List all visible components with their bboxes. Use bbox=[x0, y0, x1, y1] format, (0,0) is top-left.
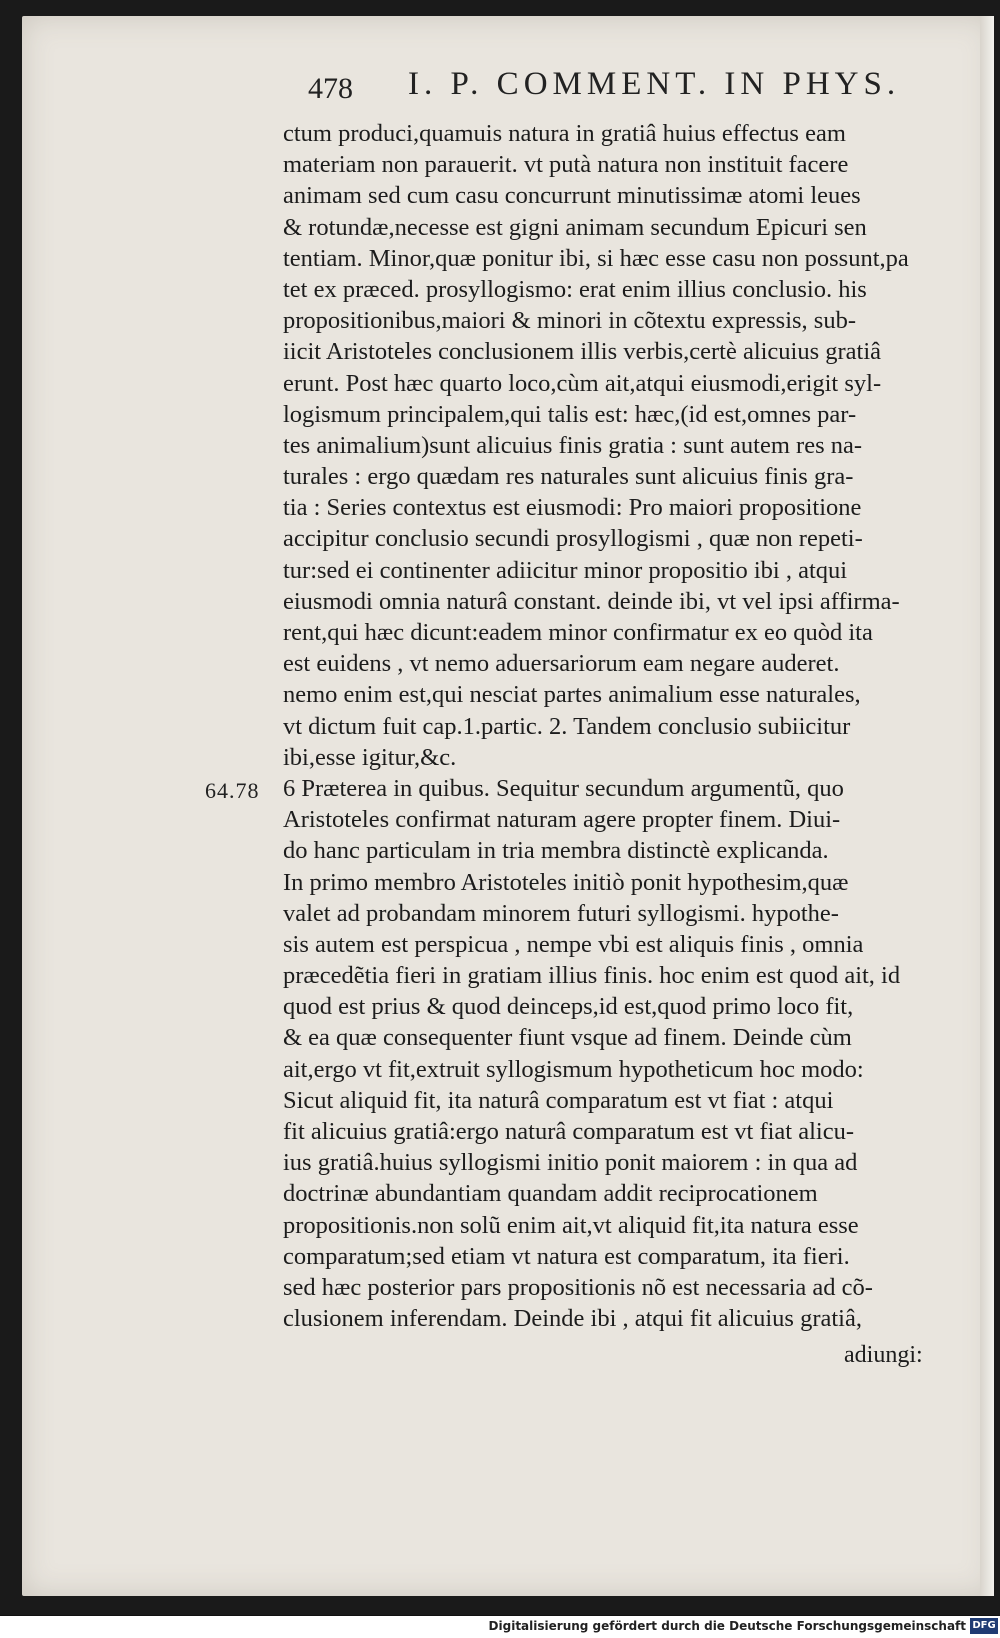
text-line: præcedẽtia fieri in gratiam illius finis. hoc enim est quod ait, id bbox=[283, 962, 901, 990]
margin-reference: 64.78 bbox=[205, 778, 260, 803]
text-line: fit alicuius gratiâ:ergo naturâ comparatum est vt fiat alicu- bbox=[283, 1118, 855, 1145]
text-line: do hanc particulam in tria membra distinctè explicanda. bbox=[283, 837, 829, 865]
text-line: valet ad probandam minorem futuri syllogismi. hypothe- bbox=[283, 899, 839, 927]
text-line: propositionibus,maiori & minori in cõtextu expressis, sub- bbox=[283, 307, 856, 335]
text-line: tet ex præced. prosyllogismo: erat enim illius conclusio. his bbox=[283, 275, 867, 303]
text-line: 6 Præterea in quibus. Sequitur secundum argumentũ, quo bbox=[283, 774, 844, 802]
dfg-logo: DFG bbox=[970, 1618, 998, 1634]
text-line: ius gratiâ.huius syllogismi initio ponit maiorem : in qua ad bbox=[283, 1149, 858, 1177]
text-line: logismum principalem,qui talis est: hæc,(id est,omnes par- bbox=[283, 400, 857, 428]
text-line: sis autem est perspicua , nempe vbi est aliquis finis , omnia bbox=[283, 930, 864, 958]
body-text bbox=[283, 118, 969, 1334]
page-edge bbox=[980, 16, 994, 1596]
text-line: Aristoteles confirmat naturam agere propter finem. Diui- bbox=[283, 806, 841, 834]
text-line: iicit Aristoteles conclusionem illis verbis,certè alicuius gratiâ bbox=[283, 338, 882, 366]
text-line: doctrinæ abundantiam quandam addit reciprocationem bbox=[283, 1180, 818, 1208]
text-line: tur:sed ei continenter adiicitur minor propositio ibi , atqui bbox=[283, 556, 848, 584]
page-number: 478 bbox=[308, 72, 353, 105]
text-line: vt dictum fuit cap.1.partic. 2. Tandem conclusio subiicitur bbox=[283, 712, 851, 740]
text-line: animam sed cum casu concurrunt minutissimæ atomi leues bbox=[283, 182, 861, 210]
text-line: erunt. Post hæc quarto loco,cùm ait,atqui eiusmodi,erigit syl- bbox=[283, 369, 882, 397]
catchword: adiungi: bbox=[844, 1342, 923, 1368]
text-line: quod est prius & quod deinceps,id est,quod primo loco fit, bbox=[283, 993, 854, 1021]
text-line: Sicut aliquid fit, ita naturâ comparatum est vt fiat : atqui bbox=[283, 1086, 834, 1114]
text-line: & rotundæ,necesse est gigni animam secundum Epicuri sen bbox=[283, 213, 867, 241]
text-line: turales : ergo quædam res naturales sunt alicuius finis gra- bbox=[283, 463, 854, 491]
text-line: materiam non parauerit. vt putà natura non instituit facere bbox=[283, 151, 849, 179]
text-line: eiusmodi omnia naturâ constant. deinde ibi, vt vel ipsi affirma- bbox=[283, 587, 900, 615]
text-line: propositionis.non solũ enim ait,vt aliquid fit,ita natura esse bbox=[283, 1211, 859, 1239]
text-line: comparatum;sed etiam vt natura est comparatum, ita fieri. bbox=[283, 1242, 850, 1270]
text-line: tes animalium)sunt alicuius finis gratia : sunt autem res na- bbox=[283, 431, 863, 459]
text-line: est euidens , vt nemo aduersariorum eam negare auderet. bbox=[283, 650, 840, 678]
text-line: sed hæc posterior pars propositionis nõ est necessaria ad cõ- bbox=[283, 1273, 873, 1301]
footer-credit: Digitalisierung gefördert durch die Deutsche Forschungsgemeinschaft bbox=[488, 1619, 966, 1633]
text-line: tia : Series contextus est eiusmodi: Pro maiori propositione bbox=[283, 494, 862, 522]
running-head: I. P. COMMENT. IN PHYS. bbox=[408, 66, 901, 102]
text-line: rent,qui hæc dicunt:eadem minor confirmatur ex eo quòd ita bbox=[283, 619, 873, 646]
text-line: & ea quæ consequenter fiunt vsque ad finem. Deinde cùm bbox=[283, 1024, 852, 1052]
text-line: accipitur conclusio secundi prosyllogismi , quæ non repeti- bbox=[283, 525, 863, 553]
text-line: nemo enim est,qui nesciat partes animalium esse naturales, bbox=[283, 681, 861, 709]
footer-bar bbox=[0, 1616, 1000, 1638]
text-line: tentiam. Minor,quæ ponitur ibi, si hæc esse casu non possunt,pa bbox=[283, 244, 909, 272]
page-header bbox=[308, 66, 908, 116]
text-line: ctum produci,quamuis natura in gratiâ huius effectus eam bbox=[283, 120, 846, 147]
text-line: ait,ergo vt fit,extruit syllogismum hypotheticum hoc modo: bbox=[283, 1055, 864, 1083]
text-line: ibi,esse igitur,&c. bbox=[283, 743, 457, 771]
text-line: clusionem inferendam. Deinde ibi , atqui fit alicuius gratiâ, bbox=[283, 1305, 862, 1333]
text-line: In primo membro Aristoteles initiò ponit hypothesim,quæ bbox=[283, 868, 849, 896]
